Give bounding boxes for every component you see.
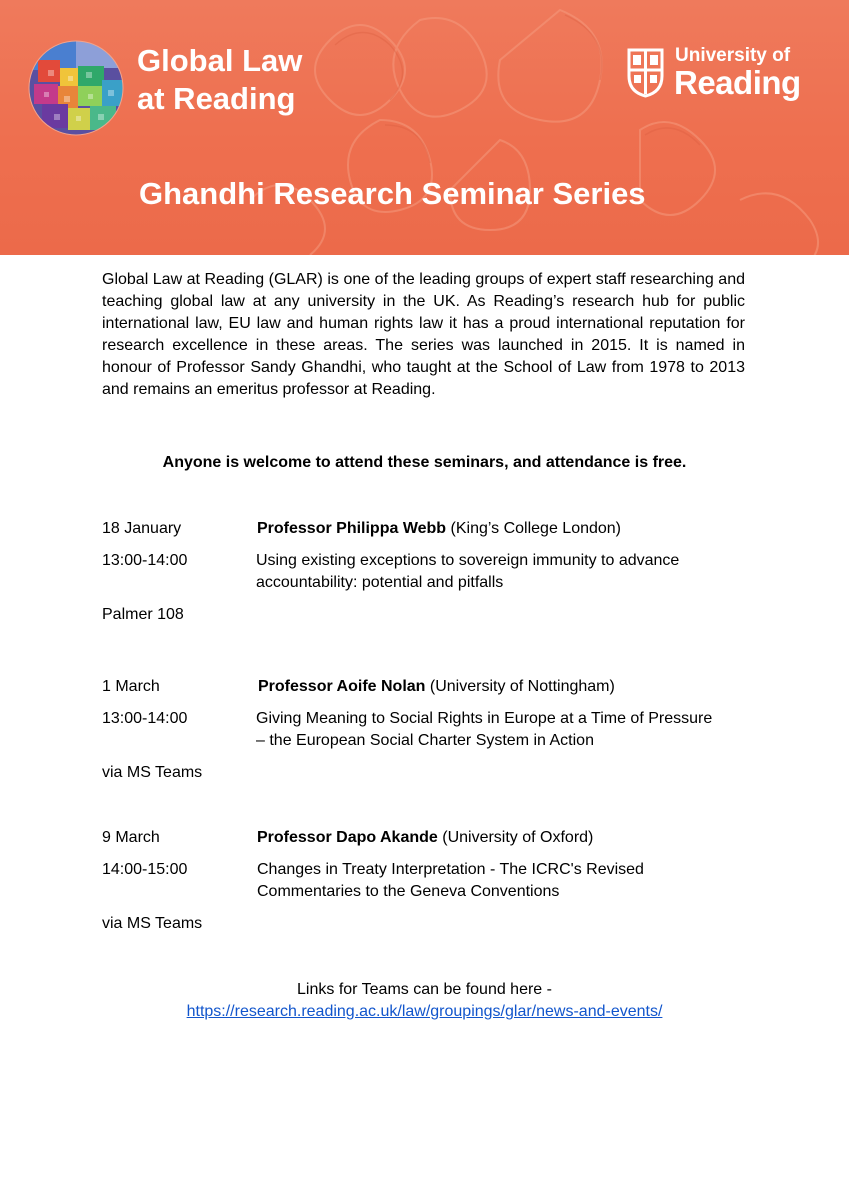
speaker-name: Professor Aoife Nolan: [258, 678, 426, 695]
seminar-speaker-line: [257, 827, 593, 849]
seminar-date: 9 March: [102, 829, 160, 846]
seminar-title-line1: Giving Meaning to Social Rights in Europe at a Time of Pressure: [256, 710, 713, 727]
speaker-affiliation: (King’s College London): [446, 520, 622, 537]
seminar-title-line2: accountability: potential and pitfalls: [256, 574, 504, 591]
seminar-speaker-line: [258, 676, 615, 698]
seminar-time: 13:00-14:00: [102, 552, 188, 569]
speaker-name: Professor Dapo Akande: [257, 829, 438, 846]
seminar-title-line2: Commentaries to the Geneva Conventions: [257, 883, 560, 900]
seminar-title: [256, 708, 712, 752]
speaker-name: Professor Philippa Webb: [257, 520, 447, 537]
university-logo: [627, 45, 801, 105]
seminar-date: 18 January: [102, 520, 182, 537]
seminar-date: 1 March: [102, 678, 160, 695]
teams-links: [0, 979, 849, 1023]
university-of-label: University of: [675, 45, 791, 66]
news-events-link[interactable]: https://research.reading.ac.uk/law/groupings/glar/news-and-events/: [186, 1003, 663, 1020]
speaker-affiliation: (University of Oxford): [437, 829, 594, 846]
university-name: Reading: [674, 64, 801, 101]
intro-paragraph: Global Law at Reading (GLAR) is one of the leading groups of expert staff researching and teaching global law at any university in the UK. As Reading’s research hub for public international law, EU law and human rights law it has a proud international reputation for research excellence in these areas. The series was launched in 2015. It is named in honour of Professor Sandy Ghandhi, who taught at the School of Law from 1978 to 2013 and remains an emeritus professor at Reading.: [102, 271, 745, 398]
group-title: [137, 42, 302, 118]
series-title: Ghandhi Research Seminar Series: [139, 176, 646, 211]
header-banner: [0, 0, 849, 255]
seminar-title: [257, 859, 644, 903]
group-title-line2: at Reading: [137, 81, 296, 116]
crest-icon: [627, 48, 664, 98]
seminar-location: via MS Teams: [102, 915, 203, 932]
seminar-title: [256, 550, 679, 594]
seminar-location: via MS Teams: [102, 764, 203, 781]
seminar-time: 14:00-15:00: [102, 861, 188, 878]
embossed-pattern: [0, 0, 849, 255]
seminar-title-line1: Using existing exceptions to sovereign immunity to advance: [256, 552, 680, 569]
seminar-location: Palmer 108: [102, 606, 184, 623]
links-label: Links for Teams can be found here -: [297, 981, 552, 998]
seminar-title-line1: Changes in Treaty Interpretation - The ICRC's Revised: [257, 861, 644, 878]
seminar-title-line2: – the European Social Charter System in Action: [256, 732, 594, 749]
welcome-note: Anyone is welcome to attend these seminars, and attendance is free.: [162, 454, 687, 471]
glar-globe-logo: [28, 40, 124, 136]
seminar-speaker-line: [257, 518, 621, 540]
speaker-affiliation: (University of Nottingham): [425, 678, 615, 695]
group-title-line1: Global Law: [137, 43, 303, 78]
seminar-time: 13:00-14:00: [102, 710, 188, 727]
